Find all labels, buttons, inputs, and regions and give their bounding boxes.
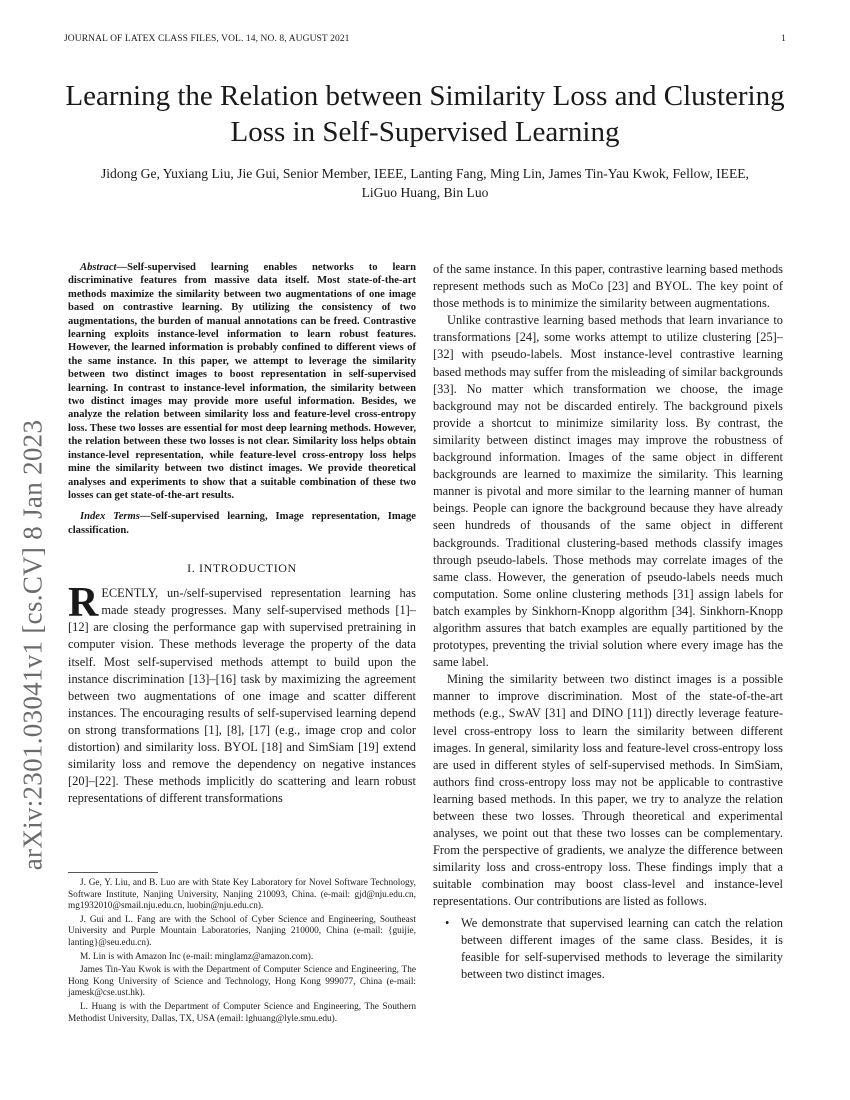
abstract xyxy=(68,261,416,502)
arxiv-stamp-text: arXiv:2301.03041v1 [cs.CV] 8 Jan 2023 xyxy=(17,419,48,871)
journal-name: JOURNAL OF LATEX CLASS FILES, VOL. 14, NO. 8, AUGUST 2021 xyxy=(64,34,350,44)
left-column xyxy=(68,261,416,807)
bullet-dot-icon: • xyxy=(445,915,450,930)
footnote: J. Ge, Y. Liu, and B. Luo are with State Key Laboratory for Novel Software Technology, Software Institute, Nanjing University, Nanjing 210093, China. (e-mail: gjd@nju.edu.cn, mg1932010@smail.nju.edu.cn, luobin@nju.edu.cn). xyxy=(68,878,416,912)
section-heading xyxy=(68,561,416,576)
author-list: Jidong Ge, Yuxiang Liu, Jie Gui, Senior Member, IEEE, Lanting Fang, Ming Lin, James Tin-Yau Kwok, Fellow, IEEE, LiGuo Huang, Bin Luo xyxy=(100,166,749,200)
footnote-rule xyxy=(68,872,158,873)
contribution-bullet xyxy=(433,915,783,983)
footnote: J. Gui and L. Fang are with the School of Cyber Science and Engineering, Southeast University and Purple Mountain Laboratories, Nanjing 210000, China (e-mail: {guijie, lanting}@seu.edu.cn). xyxy=(68,914,416,948)
footnote: L. Huang is with the Department of Computer Science and Engineering, The Southern Methodist University, Dallas, TX, USA (email: lghuang@lyle.smu.edu). xyxy=(68,1001,416,1024)
intro-paragraph-3: Mining the similarity between two distinct images is a possible manner to improve discrimination. Most of the state-of-the-art methods (e.g., SwAV [31] and DINO [11]) directly leverage feature-level cross-entropy loss to learn the similarity between different images. In general, similarity loss and feature-level cross-entropy loss are used in different styles of self-supervised methods. In SimSiam, authors find cross-entropy loss may not be applicable to contrastive learning based methods. In this paper, we try to analyze the relation between these two losses. Through theoretical and experimental analyses, we point out that these two losses can be complementary. From the perspective of gradients, we analyze the difference between similarity loss and cross-entropy loss. These findings imply that a suitable combination may boost class-level and instance-level representations. Our contributions are listed as follows. xyxy=(433,672,783,909)
intro-paragraph-1-continued: of the same instance. In this paper, contrastive learning based methods represent methods such as MoCo [23] and BYOL. The key point of those methods is to minimize the similarity between augmentations. xyxy=(433,262,783,311)
right-column xyxy=(433,261,783,983)
index-terms-label: Index Terms xyxy=(80,511,140,523)
footnotes xyxy=(68,878,416,1027)
contribution-bullet-text: We demonstrate that supervised learning can catch the relation between different images of the same class. Besides, it is feasible for self-supervised methods to leverage the similarity between two distinct images. xyxy=(461,915,783,981)
footnote: James Tin-Yau Kwok is with the Department of Computer Science and Engineering, The Hong Kong University of Science and Technology, Hong Kong 999077, China (e-mail: jamesk@cse.ust.hk). xyxy=(68,965,416,999)
running-header xyxy=(64,34,786,44)
footnote: M. Lin is with Amazon Inc (e-mail: minglamz@amazon.com). xyxy=(80,951,314,962)
abstract-label: Abstract xyxy=(80,262,117,273)
index-terms-text: —Self-supervised learning, Image representation, Image classification. xyxy=(68,511,416,536)
arxiv-stamp xyxy=(14,300,52,990)
abstract-text: —Self-supervised learning enables networks to learn discriminative features from massive data itself. Most state-of-the-art methods maximize the similarity between two augmentations of one image based on contrastive learning. By utilizing the consistency of two augmentations, the burden of manual annotations can be freed. Contrastive learning exploits instance-level information to learn robust features. However, the learned information is probably confined to different views of the same instance. In this paper, we attempt to leverage the similarity between two distinct images to boost representation in self-supervised learning. In contrast to instance-level information, the similarity between two distinct images may provide more useful information. Besides, we analyze the relation between similarity loss and feature-level cross-entropy loss. These two losses are essential for most deep learning methods. However, the relation between these two losses is not clear. Similarity loss helps obtain instance-level representation, while feature-level cross-entropy loss helps mine the similarity between two distinct images. We provide theoretical analyses and experiments to show that a suitable combination of these two losses can get state-of-the-art results. xyxy=(68,262,416,501)
paper-title: Learning the Relation between Similarity Loss and Clustering Loss in Self-Supervised Learning xyxy=(65,80,785,148)
intro-paragraph-2: Unlike contrastive learning based methods that learn invariance to transformations [24], some works attempt to utilize clustering [25]–[32] with pseudo-labels. Most instance-level contrastive learning based methods may suffer from the misleading of similar backgrounds [33]. No matter which transformation we choose, the image background may not be discarded entirely. The background pixels provide a shortcut to minimize similarity loss. By contrast, the similarity between distinct images may improve the robustness of background information. Images of the same object in different backgrounds are learned to maximize the similarity. This learning manner is pivotal and more similar to the learning manner of human beings. People can ignore the background because they have already seen hundreds of thousands of the same object in different backgrounds. Traditional clustering-based methods classify images through pseudo-labels. Those methods may correlate images of the same class. However, the generation of pseudo-labels needs much computation. Some online clustering methods [31] assign labels for batch examples by Sinkhorn-Knopp algorithm [34]. Sinkhorn-Knopp algorithm assures that batch examples are equally partitioned by the prototypes, preventing the trivial solution where every image has the same label. xyxy=(433,313,783,670)
dropcap-letter: R xyxy=(68,580,99,627)
intro-paragraph-1-text: ECENTLY, un-/self-supervised representation learning has made steady progresses. Many self-supervised methods [1]–[12] are closing the performance gap with supervised pretraining in computer vision. These methods leverage the property of the data itself. Most self-supervised methods attempt to build upon the instance discrimination [13]–[16] task by maximizing the agreement between two augmentations of one image and scatter different instances. The encouraging results of self-supervised learning depend on strong transformations [1], [8], [17] (e.g., image crop and color distortion) and similarity loss. BYOL [18] and SimSiam [19] extend similarity loss and remove the dependency on negative instances [20]–[22]. These methods implicitly do scattering and learn robust representations of different transformations xyxy=(68,586,416,806)
intro-paragraph-1 xyxy=(68,580,416,807)
index-terms xyxy=(68,510,416,537)
section-title-text: INTRODUCTION xyxy=(198,561,297,576)
page-number: 1 xyxy=(781,34,786,44)
section-number: I. xyxy=(187,561,196,576)
